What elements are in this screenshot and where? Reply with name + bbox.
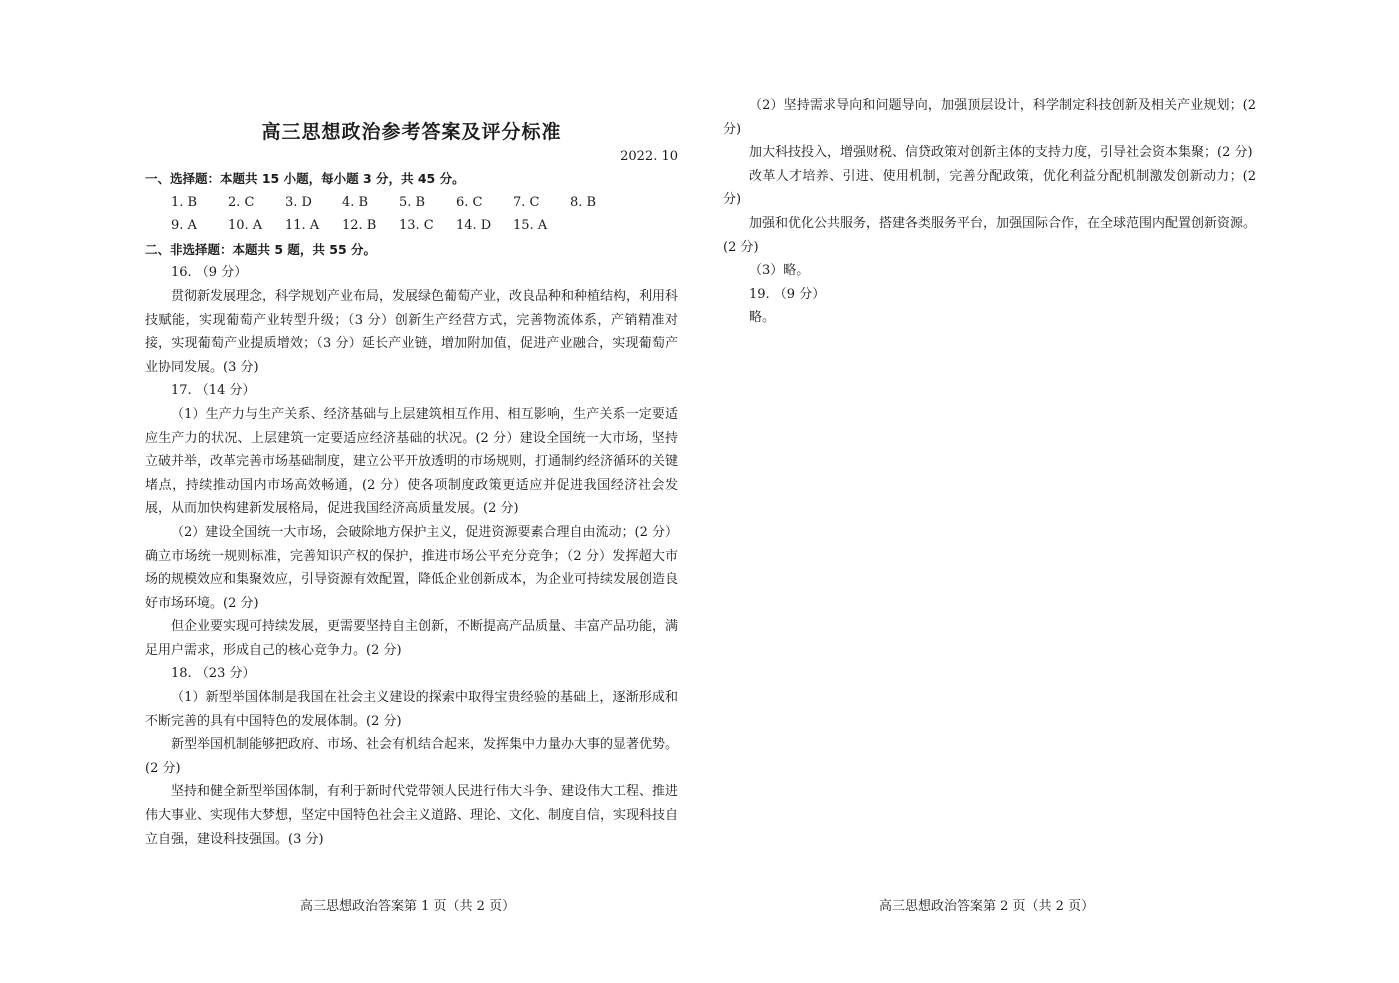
answer-item: 15. A	[513, 218, 548, 234]
answer-item: 7. C	[513, 194, 540, 210]
page-footer-2: 高三思想政治答案第 2 页（共 2 页）	[879, 899, 1095, 914]
q18-heading: 18. （23 分）	[171, 666, 256, 682]
q18-answer-part3: 坚持和健全新型举国体制，有利于新时代党带领人民进行伟大斗争、建设伟大工程、推进伟大事业、实现伟大梦想，坚定中国特色社会主义道路、理论、文化、制度自信，实现科技自立自强，建设科技强国。(3 分)	[145, 784, 679, 847]
q18-answer-part7: 加强和优化公共服务，搭建各类服务平台，加强国际合作，在全球范围内配置创新资源。(2 分)	[723, 215, 1257, 255]
answer-item: 8. B	[570, 194, 597, 210]
left-page	[145, 117, 678, 851]
q19-answer: 略。	[749, 310, 776, 326]
right-page	[723, 94, 1256, 330]
answer-item: 5. B	[399, 194, 426, 210]
page-footer-1: 高三思想政治答案第 1 页（共 2 页）	[300, 899, 516, 914]
q17-answer-part3: 但企业要实现可持续发展，更需要坚持自主创新，不断提高产品质量、丰富产品功能，满足用户需求，形成自己的核心竞争力。(2 分)	[145, 619, 679, 658]
answer-item: 6. C	[456, 194, 483, 210]
q18-answer-part8: （3）略。	[749, 263, 810, 279]
q16-heading: 16. （9 分）	[171, 265, 248, 281]
answer-row-1	[145, 191, 678, 215]
answer-item: 14. D	[456, 218, 492, 234]
answer-item: 12. B	[342, 218, 377, 234]
q16-answer: 贯彻新发展理念，科学规划产业布局，发展绿色葡萄产业，改良品种和种植结构，利用科技赋能，实现葡萄产业转型升级；（3 分）创新生产经营方式，完善物流体系，产销精准对接，实现葡萄产业提质增效；（3 分）延长产业链，增加附加值，促进产业融合，实现葡萄产业协同发展。(3 分)	[145, 288, 679, 375]
answer-row-2	[145, 214, 678, 238]
q19-heading: 19. （9 分）	[749, 286, 826, 302]
answer-item: 2. C	[228, 194, 255, 210]
section-open-heading: 二、非选择题：本题共 5 题，共 55 分。	[145, 241, 377, 257]
q17-answer-part1: （1）生产力与生产关系、经济基础与上层建筑相互作用、相互影响，生产关系一定要适应生产力的状况、上层建筑一定要适应经济基础的状况。(2 分）建设全国统一大市场，坚持立破并举，改革完善市场基础制度，建立公平开放透明的市场规则，打通制约经济循环的关键堵点，持续推动国内市场高效畅通，(2 分）使各项制度政策更适应并促进我国经济社会发展，从而加快构建新发展格局，促进我国经济高质量发展。(2 分)	[145, 406, 679, 517]
doc-title: 高三思想政治参考答案及评分标准	[261, 121, 562, 143]
section-choice-heading: 一、选择题：本题共 15 小题，每小题 3 分，共 45 分。	[145, 171, 465, 186]
q17-heading: 17. （14 分）	[171, 383, 256, 399]
q18-answer-part6: 改革人才培养、引进、使用机制，完善分配政策，优化利益分配机制激发创新动力；(2 分)	[723, 168, 1256, 208]
q17-answer-part2: （2）建设全国统一大市场，会破除地方保护主义，促进资源要素合理自由流动；(2 分）确立市场统一规则标准，完善知识产权的保护，推进市场公平充分竞争；（2 分）发挥超大市场的规模效应和集聚效应，引导资源有效配置，降低企业创新成本，为企业可持续发展创造良好市场环境。(2 分)	[145, 524, 679, 611]
answer-item: 9. A	[171, 218, 197, 234]
answer-item: 3. D	[285, 194, 312, 210]
answer-item: 4. B	[342, 194, 369, 210]
answer-item: 13. C	[399, 218, 434, 234]
q18-answer-part1: （1）新型举国体制是我国在社会主义建设的探索中取得宝贵经验的基础上，逐渐形成和不断完善的具有中国特色的发展体制。(2 分)	[145, 690, 678, 729]
answer-item: 10. A	[228, 218, 263, 234]
q18-answer-part4: （2）坚持需求导向和问题导向，加强顶层设计，科学制定科技创新及相关产业规划；(2 分)	[723, 98, 1256, 137]
doc-date: 2022. 10	[620, 149, 678, 164]
q18-answer-part5: 加大科技投入，增强财税、信贷政策对创新主体的支持力度，引导社会资本集聚；(2 分)	[749, 145, 1253, 161]
answer-item: 11. A	[285, 218, 320, 234]
answer-item: 1. B	[171, 194, 198, 210]
q18-answer-part2: 新型举国机制能够把政府、市场、社会有机结合起来，发挥集中力量办大事的显著优势。(2 分)	[145, 737, 679, 776]
